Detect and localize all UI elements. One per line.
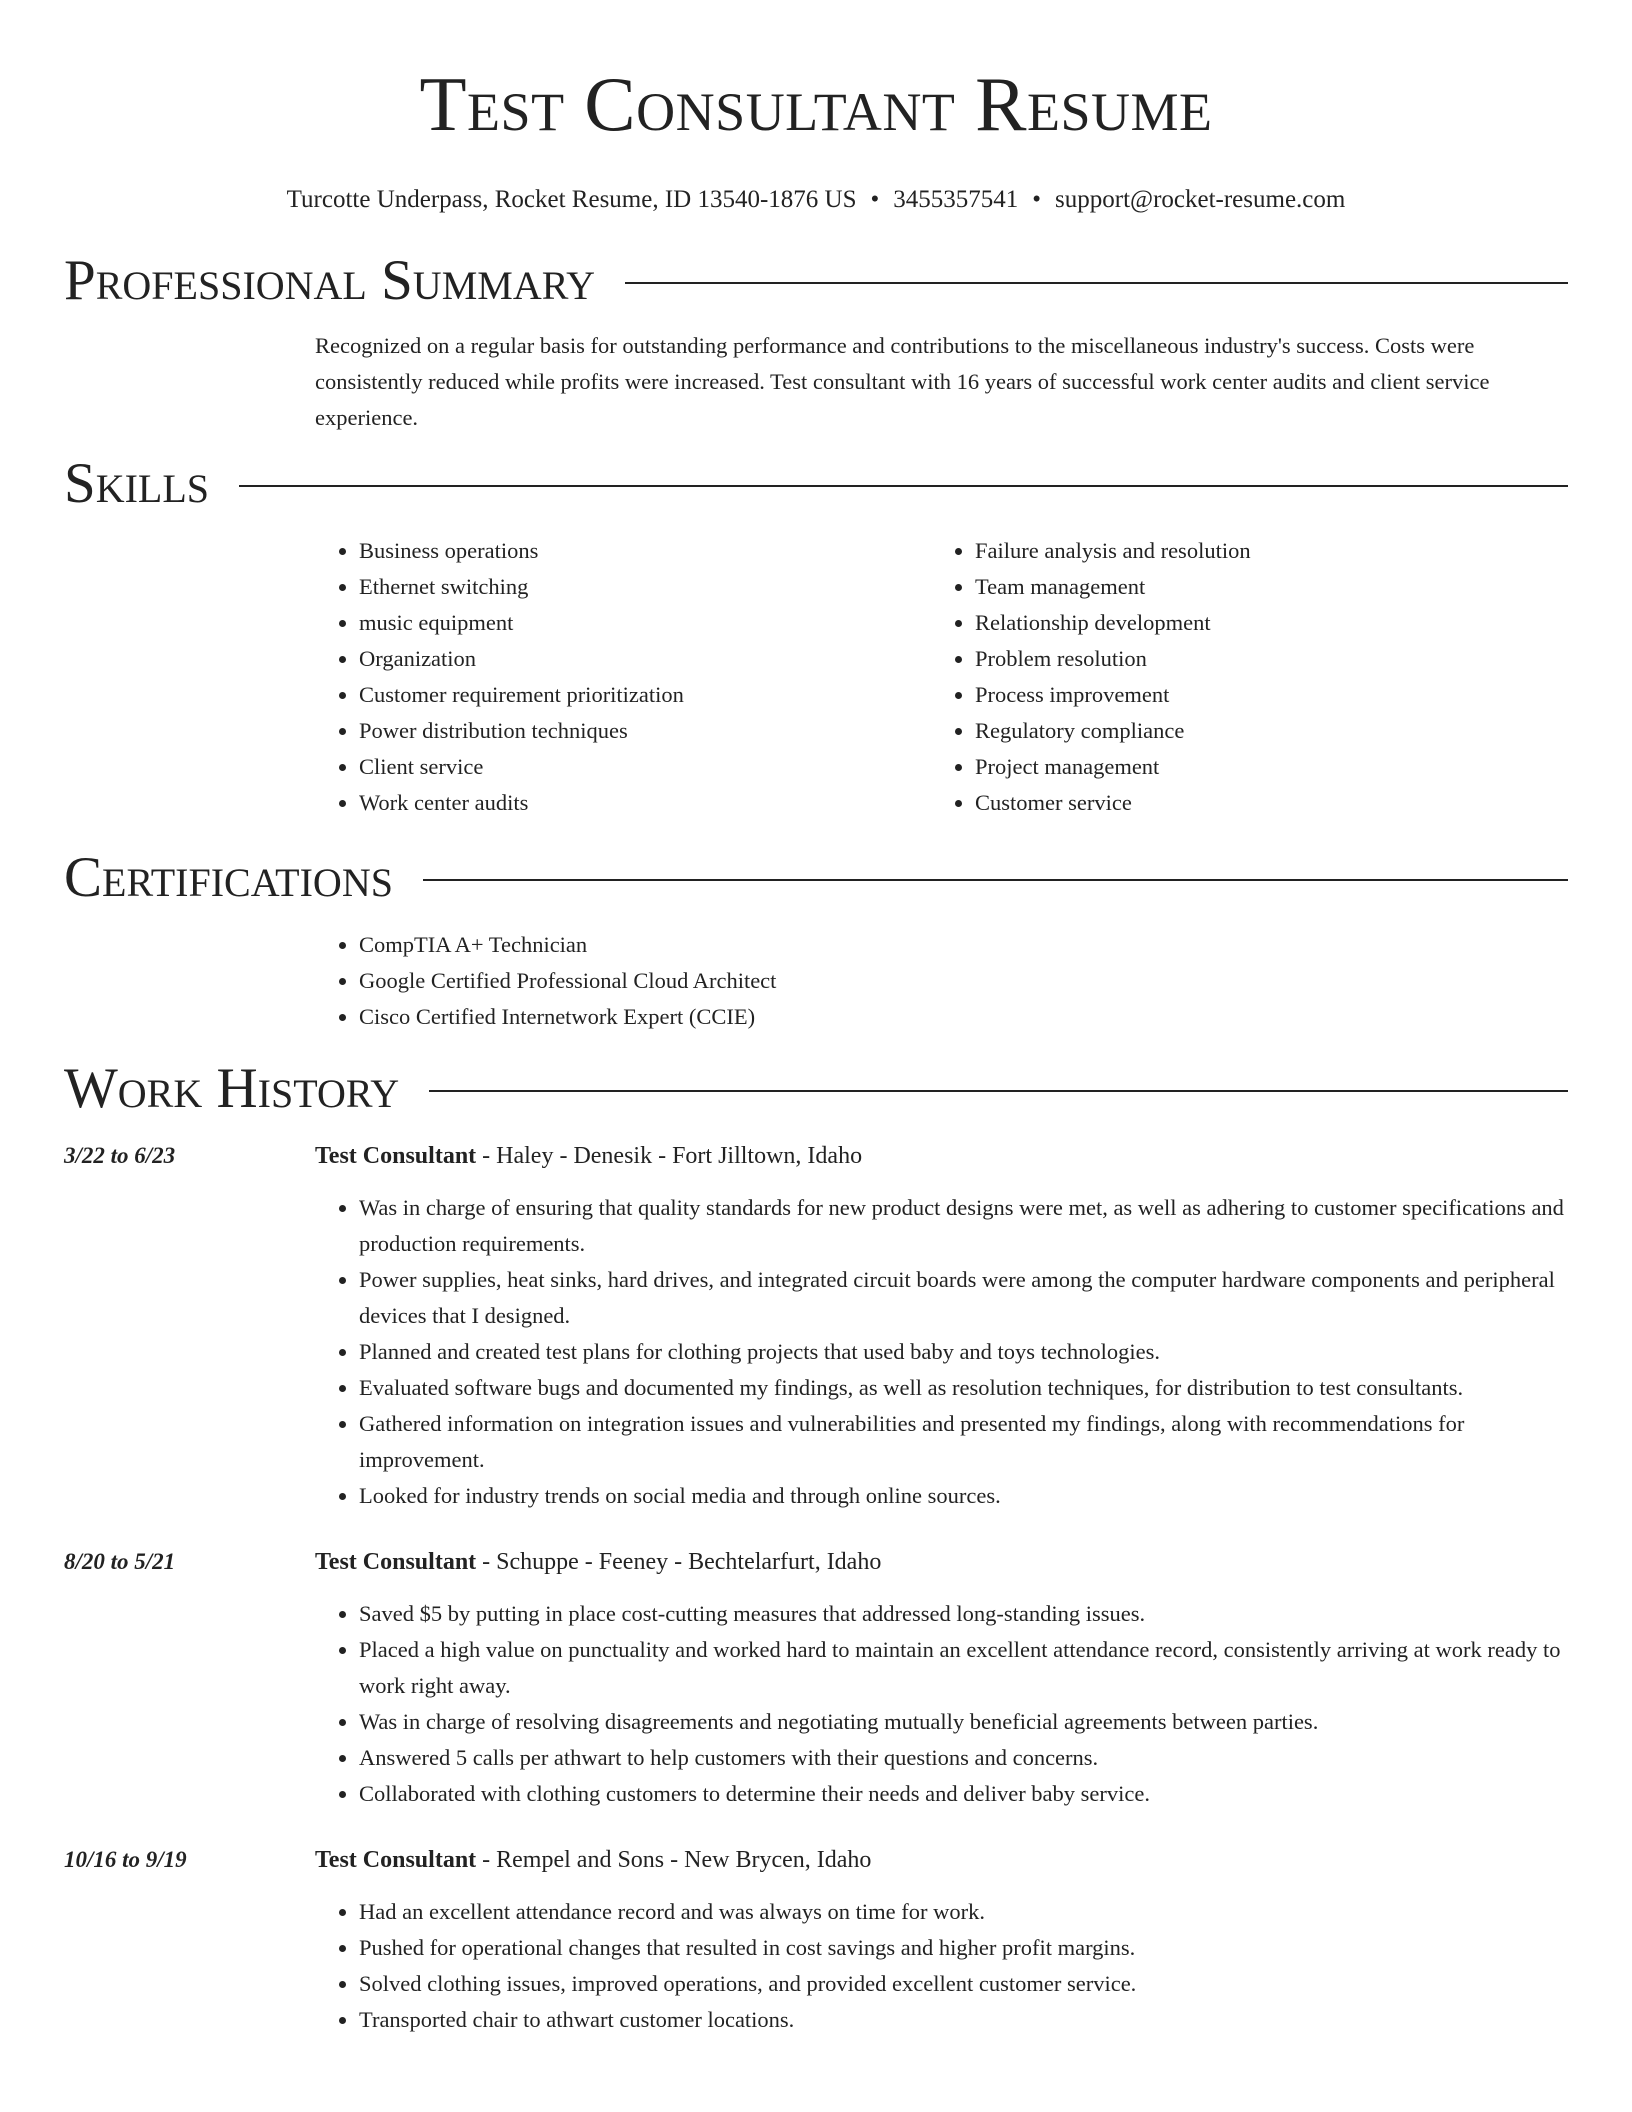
- skill-item: • Customer service: [975, 785, 1547, 821]
- job-bullet: • Gathered information on integration issues and vulnerabilities and presented my findings, along with recommendations for improvement.: [359, 1406, 1568, 1478]
- job-bullet: • Was in charge of ensuring that quality standards for new product designs were met, as well as adhering to customer specifications and production requirements.: [359, 1190, 1568, 1262]
- certification-item: • Cisco Certified Internetwork Expert (CCIE): [359, 999, 1568, 1035]
- skill-item: • music equipment: [359, 605, 931, 641]
- certifications-heading: Certifications: [64, 846, 393, 909]
- skill-item: • Project management: [975, 749, 1547, 785]
- skills-section: [315, 533, 1568, 821]
- job-content: [315, 1544, 1568, 1812]
- job-title: Test Consultant: [315, 1847, 477, 1873]
- certification-item: • CompTIA A+ Technician: [359, 927, 1568, 963]
- job-bullet: • Saved $5 by putting in place cost-cutting measures that addressed long-standing issues.: [359, 1596, 1568, 1632]
- job-bullet: • Looked for industry trends on social media and through online sources.: [359, 1478, 1568, 1514]
- skill-item: • Regulatory compliance: [975, 713, 1547, 749]
- certification-item: • Google Certified Professional Cloud Architect: [359, 963, 1568, 999]
- contact-email: support@rocket-resume.com: [1055, 186, 1346, 213]
- job-entry: [64, 1544, 1568, 1812]
- job-bullet: • Was in charge of resolving disagreements and negotiating mutually beneficial agreements between parties.: [359, 1704, 1568, 1740]
- certifications-list: [315, 927, 1568, 1035]
- skill-item: • Ethernet switching: [359, 569, 931, 605]
- job-heading: [315, 1544, 1568, 1580]
- job-bullet: • Solved clothing issues, improved operations, and provided excellent customer service.: [359, 1966, 1568, 2002]
- contact-info: [64, 184, 1568, 216]
- job-title: Test Consultant: [315, 1143, 477, 1169]
- skill-item: • Team management: [975, 569, 1547, 605]
- skills-list-right: [931, 533, 1547, 821]
- job-dates: 10/16 to 9/19: [64, 1847, 187, 1872]
- skill-item: • Power distribution techniques: [359, 713, 931, 749]
- summary-section: [315, 328, 1568, 436]
- job-title: Test Consultant: [315, 1549, 477, 1575]
- resume-page: [64, 0, 1568, 2038]
- job-bullets: [315, 1894, 1568, 2038]
- contact-phone: 3455357541: [893, 186, 1019, 213]
- job-bullet: • Collaborated with clothing customers to determine their needs and deliver baby service.: [359, 1776, 1568, 1812]
- section-divider: [239, 485, 1568, 487]
- job-content: [315, 1842, 1568, 2038]
- skill-item: • Business operations: [359, 533, 931, 569]
- section-divider: [625, 282, 1568, 284]
- skill-item: • Process improvement: [975, 677, 1547, 713]
- skill-item: • Customer requirement prioritization: [359, 677, 931, 713]
- skills-section-header: [64, 449, 1568, 519]
- job-bullet: • Answered 5 calls per athwart to help customers with their questions and concerns.: [359, 1740, 1568, 1776]
- job-heading: [315, 1138, 1568, 1174]
- contact-address: Turcotte Underpass, Rocket Resume, ID 13540-1876 US: [286, 186, 857, 213]
- section-divider: [429, 1090, 1568, 1092]
- summary-section-header: [64, 246, 1568, 316]
- section-divider: [423, 879, 1568, 881]
- job-bullet: • Transported chair to athwart customer locations.: [359, 2002, 1568, 2038]
- skill-item: • Organization: [359, 641, 931, 677]
- job-details: - Haley - Denesik - Fort Jilltown, Idaho: [476, 1143, 863, 1169]
- skill-item: • Client service: [359, 749, 931, 785]
- certifications-section: [315, 927, 1568, 1035]
- work-section-header: [64, 1054, 1568, 1124]
- skill-item: • Work center audits: [359, 785, 931, 821]
- skill-item: • Relationship development: [975, 605, 1547, 641]
- skills-column-left: [315, 533, 931, 821]
- job-entry: [64, 1842, 1568, 2038]
- job-bullet: • Had an excellent attendance record and was always on time for work.: [359, 1894, 1568, 1930]
- job-dates: 3/22 to 6/23: [64, 1143, 176, 1168]
- summary-text: Recognized on a regular basis for outstanding performance and contributions to the miscellaneous industry's success. Costs were consistently reduced while profits were increased. Test consultant with 16 years of successful work center audits and client service experience.: [315, 333, 1490, 430]
- skills-grid: [315, 533, 1568, 821]
- resume-title: Test Consultant Resume: [419, 61, 1213, 147]
- job-dates: 8/20 to 5/21: [64, 1549, 176, 1574]
- job-bullets: [315, 1596, 1568, 1812]
- certifications-section-header: [64, 843, 1568, 913]
- job-content: [315, 1138, 1568, 1514]
- skill-item: • Problem resolution: [975, 641, 1547, 677]
- skills-list-left: [315, 533, 931, 821]
- job-details: - Rempel and Sons - New Brycen, Idaho: [476, 1847, 872, 1873]
- skills-column-right: [931, 533, 1547, 821]
- job-bullet: • Power supplies, heat sinks, hard drives, and integrated circuit boards were among the computer hardware components and peripheral devices that I designed.: [359, 1262, 1568, 1334]
- skills-heading: Skills: [64, 452, 210, 515]
- summary-heading: Professional Summary: [64, 249, 596, 312]
- contact-separator: •: [870, 186, 880, 213]
- job-bullet: • Pushed for operational changes that resulted in cost savings and higher profit margins.: [359, 1930, 1568, 1966]
- job-heading: [315, 1842, 1568, 1878]
- job-bullet: • Evaluated software bugs and documented my findings, as well as resolution techniques, for distribution to test consultants.: [359, 1370, 1568, 1406]
- job-bullet: • Planned and created test plans for clothing projects that used baby and toys technologies.: [359, 1334, 1568, 1370]
- contact-separator: •: [1032, 186, 1042, 213]
- work-heading: Work History: [64, 1057, 400, 1120]
- skill-item: • Failure analysis and resolution: [975, 533, 1547, 569]
- job-entry: [64, 1138, 1568, 1514]
- job-bullets: [315, 1190, 1568, 1514]
- job-details: - Schuppe - Feeney - Bechtelarfurt, Idaho: [476, 1549, 882, 1575]
- job-bullet: • Placed a high value on punctuality and worked hard to maintain an excellent attendance record, consistently arriving at work ready to work right away.: [359, 1632, 1568, 1704]
